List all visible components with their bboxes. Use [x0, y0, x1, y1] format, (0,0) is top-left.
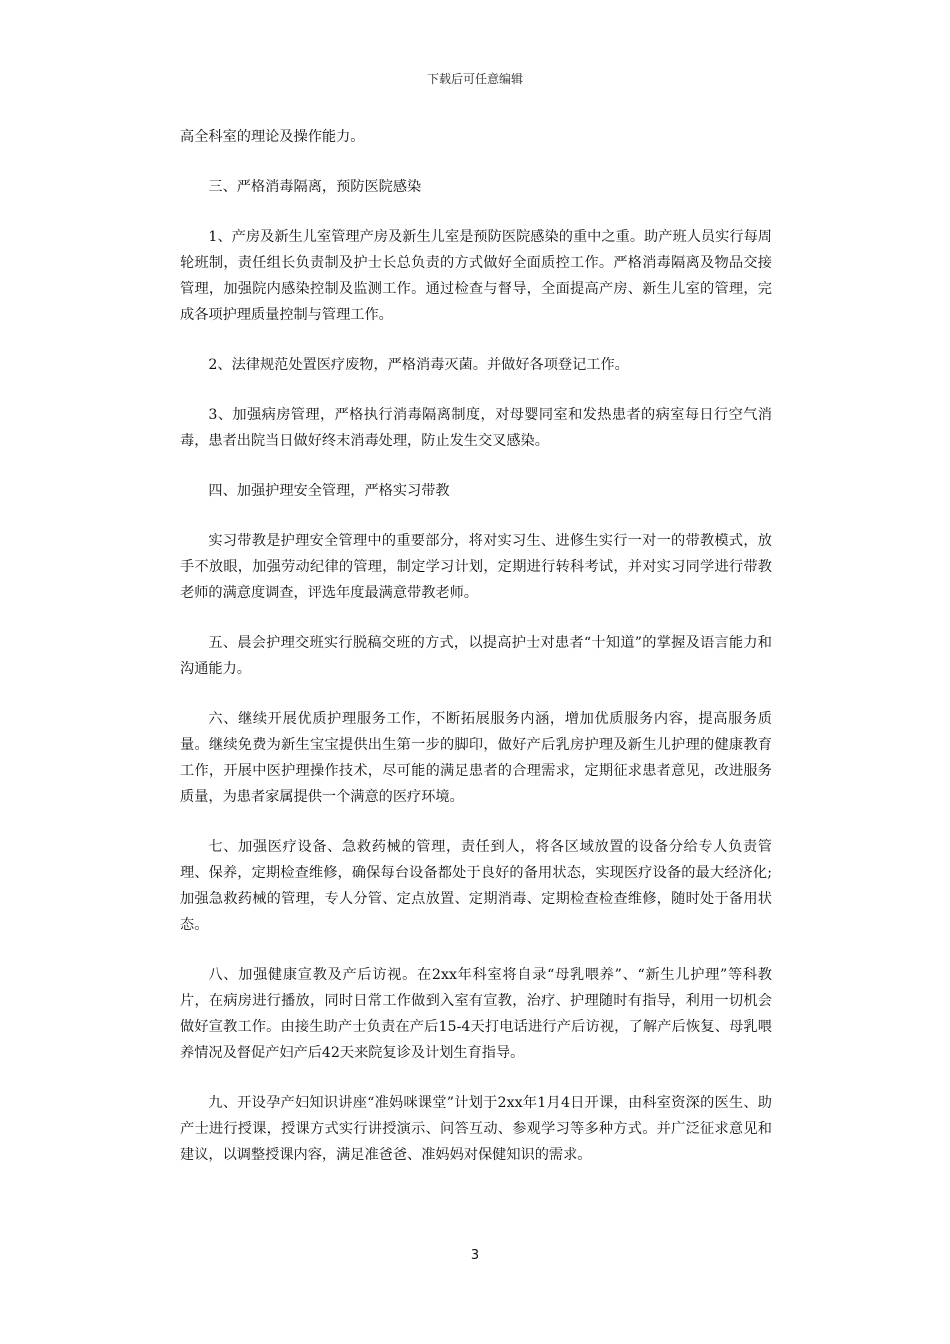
- document-body: [180, 124, 772, 1192]
- section-heading: 三、严格消毒隔离，预防医院感染: [208, 179, 422, 195]
- paragraph: 2、法律规范处置医疗废物，严格消毒灭菌。并做好各项登记工作。: [208, 357, 629, 373]
- section-heading: 四、加强护理安全管理，严格实习带教: [208, 483, 450, 499]
- paragraph: 八、加强健康宣教及产后访视。在2xx年科室将自录“母乳喂养”、“新生儿护理”等科教片，在病房进行播放，同时日常工作做到入室有宣教，治疗、护理随时有指导，利用一切机会做好宣教工作。由接生助产士负责在产后15-4天打电话进行产后访视，了解产后恢复、母乳喂养情况及督促产妇产后42天来院复诊及计划生育指导。: [180, 967, 772, 1061]
- paragraph: 五、晨会护理交班实行脱稿交班的方式，以提高护士对患者“十知道”的掌握及语言能力和沟通能力。: [180, 635, 772, 677]
- page-number: 3: [470, 1248, 480, 1263]
- paragraph: 七、加强医疗设备、急救药械的管理，责任到人，将各区域放置的设备分给专人负责管理、保养，定期检查维修，确保每台设备都处于良好的备用状态，实现医疗设备的最大经济化;加强急救药械的管理，专人分管、定点放置、定期消毒、定期检查检查维修，随时处于备用状态。: [180, 839, 772, 933]
- paragraph: 1、产房及新生儿室管理产房及新生儿室是预防医院感染的重中之重。助产班人员实行每周轮班制，责任组长负责制及护士长总负责的方式做好全面质控工作。严格消毒隔离及物品交接管理，加强院内感染控制及监测工作。通过检查与督导，全面提高产房、新生儿室的管理，完成各项护理质量控制与管理工作。: [180, 229, 772, 323]
- paragraph: 六、继续开展优质护理服务工作，不断拓展服务内涵，增加优质服务内容，提高服务质量。继续免费为新生宝宝提供出生第一步的脚印，做好产后乳房护理及新生儿护理的健康教育工作，开展中医护理操作技术，尽可能的满足患者的合理需求，定期征求患者意见，改进服务质量，为患者家属提供一个满意的医疗环境。: [180, 711, 772, 805]
- paragraph: 实习带教是护理安全管理中的重要部分，将对实习生、进修生实行一对一的带教模式，放手不放眼，加强劳动纪律的管理，制定学习计划，定期进行转科考试，并对实习同学进行带教老师的满意度调查，评选年度最满意带教老师。: [180, 533, 772, 601]
- page-header: 下载后可任意编辑: [426, 72, 523, 86]
- paragraph: 高全科室的理论及操作能力。: [180, 129, 365, 145]
- paragraph: 九、开设孕产妇知识讲座“准妈咪课堂”计划于2xx年1月4日开课，由科室资深的医生、助产士进行授课，授课方式实行讲授演示、问答互动、参观学习等多种方式。并广泛征求意见和建议，以调整授课内容，满足准爸爸、准妈妈对保健知识的需求。: [180, 1095, 772, 1163]
- paragraph: 3、加强病房管理，严格执行消毒隔离制度，对母婴同室和发热患者的病室每日行空气消毒，患者出院当日做好终末消毒处理，防止发生交叉感染。: [180, 407, 772, 449]
